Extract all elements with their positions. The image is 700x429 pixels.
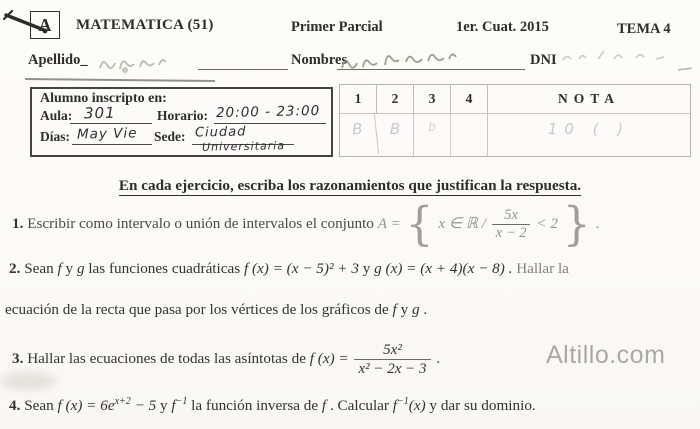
grade-mark-4	[451, 114, 488, 156]
text: y dar su dominio.	[429, 397, 536, 415]
inverse-exponent: −1	[397, 396, 409, 407]
inequality: < 2	[536, 215, 558, 232]
exercise-2-number: 2.	[9, 260, 21, 277]
fraction-denominator: x² − 2x − 3	[354, 359, 430, 378]
text: la función inversa de	[191, 397, 319, 415]
exam-version-letter-box: A	[30, 11, 60, 39]
scan-smudge	[0, 372, 56, 390]
fraction-5x-over-x-2	[492, 207, 531, 243]
sede-handwritten-value-line1: Ciudad	[194, 124, 247, 141]
text: las funciones cuadráticas	[88, 260, 241, 277]
dni-handwriting-illegible	[560, 48, 698, 74]
rational-function-fraction	[354, 341, 430, 378]
horario-handwritten-value: 20:00 - 23:00	[215, 102, 321, 122]
text: Hallar la	[516, 260, 569, 277]
apellido-handwriting-illegible	[96, 50, 176, 76]
course-title: MATEMATICA (51)	[76, 17, 214, 33]
text: y	[65, 260, 74, 277]
text: Sean	[24, 260, 54, 277]
apellido-handwritten-underline	[25, 78, 215, 82]
f-definition: f (x) = (x − 5)² + 3	[243, 260, 359, 277]
var-g: g	[411, 301, 420, 318]
instruction-line	[0, 177, 700, 195]
exercise-4	[9, 396, 536, 415]
aula-blank-line	[70, 123, 152, 125]
exercise-4-number: 4.	[9, 397, 21, 415]
grade-col-header-3: 3	[414, 85, 451, 114]
f-equals: f (x) =	[309, 350, 349, 367]
grade-table	[339, 84, 691, 157]
f-base: f (x) = 6e	[57, 397, 115, 415]
grade-mark-1: B	[338, 112, 379, 158]
g-definition: g (x) = (x + 4)(x − 8) .	[374, 260, 513, 277]
horario-label: Horario:	[157, 108, 208, 123]
var-g: g	[76, 260, 85, 277]
apellido-label: Apellido_	[28, 52, 88, 68]
tema-label: TEMA 4	[617, 21, 671, 37]
set-membership: x ∈ ℝ /	[438, 215, 486, 232]
grade-mark-3: b	[414, 114, 451, 156]
sede-label: Sede:	[154, 129, 186, 144]
f-inverse	[171, 397, 187, 414]
open-brace: {	[405, 197, 434, 251]
text: Sean	[24, 397, 54, 415]
set-definition-lhs: A =	[377, 215, 401, 232]
grade-col-header-4: 4	[451, 85, 488, 114]
var-f: f	[57, 260, 62, 277]
period: .	[595, 215, 600, 232]
dias-blank-line	[72, 144, 152, 146]
period: .	[436, 350, 441, 367]
fraction-denominator: x − 2	[492, 224, 531, 242]
grade-col-header-2: 2	[377, 85, 414, 114]
aula-label: Aula:	[40, 108, 73, 123]
exercise-1-text: Escribir como intervalo o unión de intervalos el conjunto	[27, 215, 374, 232]
inverse-exponent: −1	[175, 396, 188, 407]
var-f: f	[392, 397, 398, 415]
var-f: f	[321, 397, 327, 415]
text: . Calcular	[329, 397, 389, 415]
var-f: f	[392, 301, 397, 318]
exercise-2-line-2	[5, 301, 427, 319]
dias-label: Días:	[40, 129, 70, 144]
text: Hallar las ecuaciones de todas las asíntotas de	[27, 350, 306, 367]
f-inverse-of-x	[393, 397, 426, 414]
minus-5: − 5	[134, 397, 157, 415]
info-box-title: Alumno inscripto en:	[40, 91, 167, 106]
enrollment-info-box	[30, 87, 333, 157]
fraction-numerator: 5x²	[383, 342, 402, 359]
exercise-3-number: 3.	[12, 350, 24, 367]
nombres-blank-line	[337, 53, 525, 70]
of-x: (x)	[408, 397, 426, 415]
exercise-3	[12, 334, 440, 384]
exercise-1	[12, 197, 600, 251]
grade-col-header-1: 1	[340, 85, 377, 114]
exercise-2-line-1	[9, 260, 569, 278]
grade-col-header-nota: NOTA	[488, 85, 690, 114]
var-f: f	[171, 397, 176, 415]
fraction-numerator: 5x	[504, 206, 518, 223]
period: .	[423, 301, 428, 318]
exercise-1-number: 1.	[12, 215, 24, 232]
instruction-text: En cada ejercicio, escriba los razonamientos que justifican la respuesta.	[118, 177, 582, 194]
dias-handwritten-value: May Vie	[76, 125, 138, 143]
exponent-x-plus-2: x+2	[114, 396, 131, 407]
apellido-blank-line	[198, 53, 288, 70]
text: y	[362, 260, 371, 277]
aula-handwritten-value: 301	[83, 103, 116, 123]
grade-mark-nota: 10 ( )	[547, 120, 631, 138]
exam-type: Primer Parcial	[291, 19, 383, 35]
text: y	[400, 301, 409, 318]
f-definition	[58, 397, 157, 414]
altillo-watermark: Altillo.com	[546, 341, 666, 369]
text: y	[160, 397, 168, 415]
nombres-label: Nombres	[291, 52, 348, 68]
close-brace: }	[562, 197, 591, 251]
dni-label: DNI	[530, 52, 557, 68]
term-label: 1er. Cuat. 2015	[456, 19, 549, 35]
sede-handwritten-value-line2: Universitaria	[201, 139, 286, 154]
text: ecuación de la recta que pasa por los vértices de los gráficos de	[5, 301, 389, 318]
grade-mark-2: B	[377, 114, 414, 156]
